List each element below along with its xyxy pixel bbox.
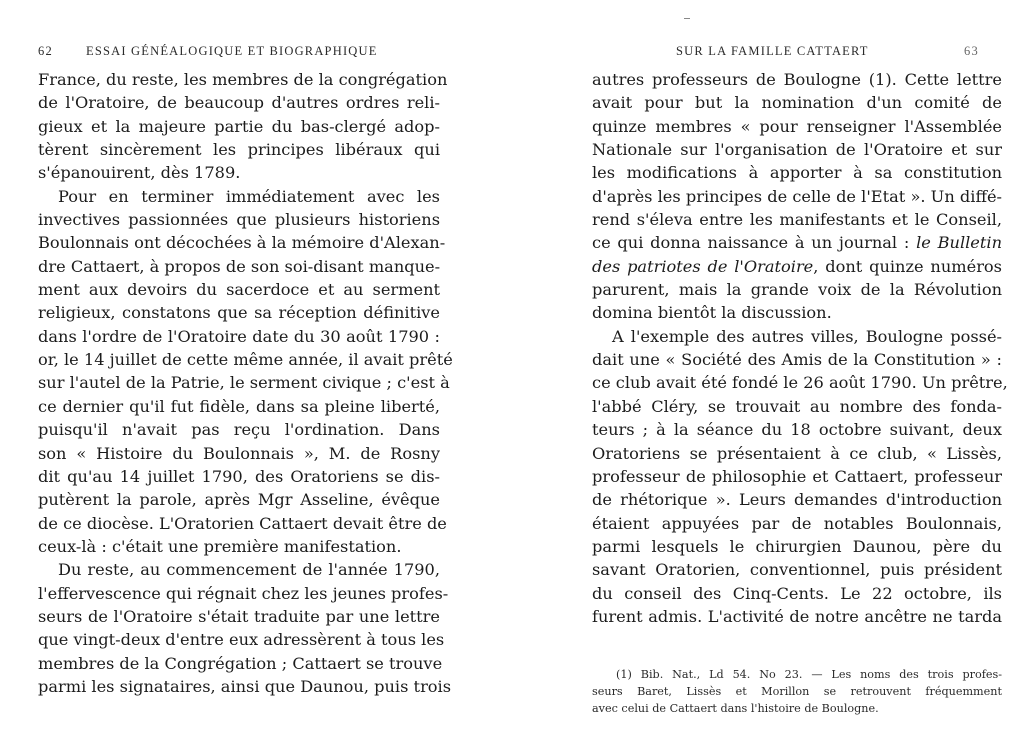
right-page-text (592, 68, 1008, 628)
italic-title: des patriotes de l'Oratoire (592, 256, 814, 276)
text-line: or, le 14 juillet de cette même année, il avait prêté (38, 350, 453, 370)
left-page-text (38, 68, 453, 698)
text-line: étaient appuyées par de notables Boulonnais, (592, 513, 1002, 533)
text-line: parmi lesquels le chirurgien Daunou, père du (592, 536, 1002, 556)
right-page (512, 0, 1024, 750)
text-line: membres de la Congrégation ; Cattaert se trouve (38, 653, 443, 673)
text-line: domina bientôt la discussion. (592, 303, 832, 323)
text-line: parmi les signataires, ainsi que Daunou, puis trois (38, 676, 452, 696)
text-line: d'après les principes de celle de l'Etat ». Un diffé- (592, 186, 1002, 206)
text-line: savant Oratorien, conventionnel, puis président (592, 560, 1002, 580)
text-line: seurs de l'Oratoire s'était traduite par une lettre (38, 606, 440, 626)
text-line: que vingt-deux d'entre eux adressèrent à tous les (38, 630, 445, 650)
text-line: Oratoriens se présentaient à ce club, « Lissès, (592, 443, 1002, 463)
text-line: professeur de philosophie et Cattaert, professeur (592, 466, 1002, 486)
text-line: dait une « Société des Amis de la Constitution » : (592, 350, 1002, 370)
text-line: Pour en terminer immédiatement avec les (58, 186, 440, 206)
text-line: ment aux devoirs du sacerdoce et au serment (38, 280, 440, 300)
text-line: de ce diocèse. L'Oratorien Cattaert devait être de (38, 513, 447, 533)
text-line: A l'exemple des autres villes, Boulogne possé- (612, 326, 1002, 346)
text-line: Nationale sur l'organisation de l'Oratoire et sur (592, 140, 1002, 160)
text-segment: ce qui donna naissance à un journal : (592, 233, 917, 253)
text-line: l'abbé Cléry, se trouvait au nombre des fonda- (592, 396, 1002, 416)
footnote-line: seurs Baret, Lissès et Morillon se retrouvent fréquemment (592, 685, 1002, 698)
text-line: teurs ; à la séance du 18 octobre suivant, deux (592, 420, 1002, 440)
text-line: s'épanouirent, dès 1789. (38, 163, 241, 183)
footnote (592, 666, 1002, 717)
text-line: France, du reste, les membres de la congrégation (38, 70, 448, 89)
text-line: parurent, mais la grande voix de la Révolution (592, 280, 1002, 300)
text-line: sur l'autel de la Patrie, le serment civique ; c'est à (38, 373, 450, 393)
text-line (592, 231, 1002, 254)
text-line: de rhétorique ». Leurs demandes d'introduction (592, 490, 1002, 510)
text-line: ceux-là : c'était une première manifestation. (38, 536, 402, 556)
text-line: puisqu'il n'avait pas reçu l'ordination. Dans (38, 420, 440, 440)
footnote-line: avec celui de Cattaert dans l'histoire de Boulogne. (592, 702, 879, 715)
text-line: ce dernier qu'il fut fidèle, dans sa pleine liberté, (38, 396, 440, 416)
text-line: putèrent la parole, après Mgr Asseline, évêque (38, 490, 440, 510)
italic-title: le Bulletin (916, 233, 1002, 253)
text-line: son « Histoire du Boulonnais », M. de Rosny (38, 443, 440, 463)
text-line: autres professeurs de Boulogne (1). Cette lettre (592, 70, 1002, 89)
text-line: tèrent sincèrement les principes libéraux qui (38, 140, 440, 160)
text-line: invectives passionnées que plusieurs historiens (38, 210, 440, 230)
right-running-head: SUR LA FAMILLE CATTAERT (676, 44, 869, 58)
text-line: dit qu'au 14 juillet 1790, des Oratoriens se dis- (38, 466, 440, 486)
text-line: dans l'ordre de l'Oratoire date du 30 août 1790 : (38, 326, 440, 346)
text-line: quinze membres « pour renseigner l'Assemblée (592, 116, 1002, 136)
text-line: Boulonnais ont décochées à la mémoire d'Alexan- (38, 233, 446, 253)
right-page-header (512, 44, 1024, 62)
text-line: religieux, constatons que sa réception définitive (38, 303, 440, 323)
text-line: dre Cattaert, à propos de son soi-disant manque- (38, 256, 441, 276)
text-line: avait pour but la nomination d'un comité de (592, 93, 1002, 113)
text-line: l'effervescence qui régnait chez les jeunes profes- (38, 583, 449, 603)
text-line: furent admis. L'activité de notre ancêtre ne tarda (592, 606, 1002, 626)
text-line: les modifications à apporter à sa constitution (592, 163, 1002, 183)
text-line: Du reste, au commencement de l'année 1790, (58, 560, 440, 580)
text-line: rend s'éleva entre les manifestants et le Conseil, (592, 210, 1002, 230)
text-line (592, 255, 1002, 278)
left-page-header (0, 44, 512, 62)
text-line: de l'Oratoire, de beaucoup d'autres ordres reli- (38, 93, 440, 113)
text-line: gieux et la majeure partie du bas-clergé adop- (38, 116, 440, 136)
left-page-number: 62 (38, 44, 53, 58)
text-line: ce club avait été fondé le 26 août 1790. Un prêtre, (592, 373, 1008, 393)
footnote-line: (1) Bib. Nat., Ld 54. No 23. — Les noms des trois profes- (616, 668, 1002, 681)
right-page-number: 63 (964, 44, 979, 58)
left-running-head: ESSAI GÉNÉALOGIQUE ET BIOGRAPHIQUE (86, 44, 378, 58)
text-segment: , dont quinze numéros (813, 256, 1002, 276)
text-line: du conseil des Cinq-Cents. Le 22 octobre, ils (592, 583, 1002, 603)
